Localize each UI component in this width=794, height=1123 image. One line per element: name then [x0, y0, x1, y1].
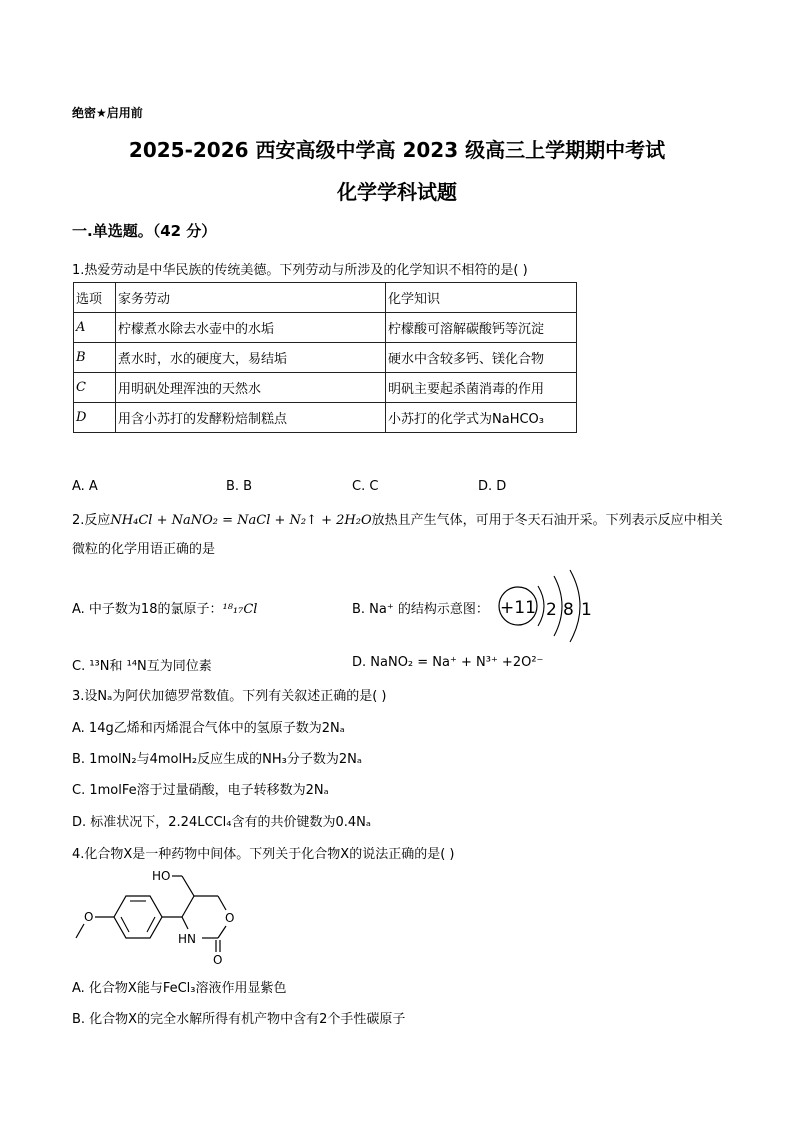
- section-heading: 一.单选题。（42 分）: [72, 222, 217, 240]
- table-cell-key: A: [74, 313, 116, 343]
- confidential-label: 绝密★启用前: [72, 106, 143, 120]
- table-row: [74, 313, 577, 343]
- bond-line: [182, 917, 188, 929]
- table-cell-key: C: [74, 373, 116, 403]
- q3-option-a[interactable]: A. 14g乙烯和丙烯混合气体中的氢原子数为2Nₐ: [72, 721, 345, 736]
- table-row: [74, 403, 577, 433]
- table-cell-labor: 煮水时，水的硬度大，易结垢: [116, 343, 386, 373]
- table-header-cell: 化学知识: [386, 283, 577, 313]
- q2-option-d[interactable]: D. NaNO₂ = Na⁺ + N³⁺ +2O²⁻: [352, 655, 544, 670]
- shell-electron-count: 1: [581, 600, 592, 620]
- bond-line: [218, 896, 226, 910]
- q1-table: [73, 282, 577, 433]
- methoxy-oxygen-label: O: [84, 910, 94, 924]
- q2-option-a-formula: ¹⁸₁₇Cl: [222, 602, 258, 617]
- carbonyl-oxygen-label: O: [213, 953, 223, 967]
- table-header-row: [74, 283, 577, 313]
- q2-option-b-label: B. Na⁺ 的结构示意图：: [352, 602, 489, 617]
- q2-stem-line1: [72, 509, 723, 528]
- table-row: [74, 343, 577, 373]
- q2-stem-line2: 微粒的化学用语正确的是: [72, 542, 216, 557]
- q3-option-c[interactable]: C. 1molFe溶于过量硝酸，电子转移数为2Nₐ: [72, 783, 329, 798]
- q1-option-d[interactable]: D. D: [478, 479, 507, 494]
- amine-label: HN: [178, 932, 196, 946]
- bond-line: [182, 896, 194, 917]
- q3-option-b[interactable]: B. 1molN₂与4molH₂反应生成的NH₃分子数为2Nₐ: [72, 752, 362, 767]
- q3-option-d[interactable]: D. 标准状况下，2.24LCCl₄含有的共价键数为0.4Nₐ: [72, 815, 371, 830]
- table-cell-knowledge: 明矾主要起杀菌消毒的作用: [386, 373, 577, 403]
- sodium-ion-structure-diagram: [494, 568, 614, 644]
- q4-option-b[interactable]: B. 化合物X的完全水解所得有机产物中含有2个手性碳原子: [72, 1012, 406, 1027]
- table-row: [74, 373, 577, 403]
- bond-line: [147, 917, 155, 932]
- shell-electron-count: 2: [546, 600, 557, 620]
- q2-option-b[interactable]: [352, 598, 489, 617]
- table-header-cell: 家务劳动: [116, 283, 386, 313]
- table-cell-knowledge: 柠檬酸可溶解碳酸钙等沉淀: [386, 313, 577, 343]
- q4-option-a[interactable]: A. 化合物X能与FeCl₃溶液作用显紫色: [72, 981, 287, 996]
- table-cell-knowledge: 硬水中含较多钙、镁化合物: [386, 343, 577, 373]
- bond-line: [121, 917, 129, 932]
- q4-stem: 4.化合物X是一种药物中间体。下列关于化合物X的说法正确的是( ): [72, 847, 455, 862]
- hydroxyl-label: HO: [152, 869, 171, 883]
- table-cell-labor: 柠檬煮水除去水壶中的水垢: [116, 313, 386, 343]
- q2-stem-suffix: 放热且产生气体，可用于冬天石油开采。下列表示反应中相关: [371, 513, 723, 528]
- q2-option-a[interactable]: [72, 598, 257, 617]
- q2-stem-prefix: 2.反应: [72, 513, 111, 528]
- nucleus-charge: +11: [500, 598, 536, 618]
- table-cell-labor: 用含小苏打的发酵粉焙制糕点: [116, 403, 386, 433]
- q2-option-a-label: A. 中子数为18的氯原子：: [72, 602, 223, 617]
- table-cell-labor: 用明矾处理浑浊的天然水: [116, 373, 386, 403]
- table-cell-key: D: [74, 403, 116, 433]
- exam-title: 2025-2026 西安高级中学高 2023 级高三上学期期中考试: [128, 138, 666, 162]
- shell-electron-count: 8: [563, 600, 574, 620]
- ring-oxygen-label: O: [225, 911, 235, 925]
- electron-shell-arc: [538, 586, 544, 626]
- bond-line: [76, 924, 84, 938]
- q1-option-a[interactable]: A. A: [72, 479, 98, 494]
- bond-line: [218, 926, 226, 938]
- q2-equation: NH₄Cl + NaNO₂ = NaCl + N₂↑ + 2H₂O: [110, 513, 372, 528]
- compound-x-structure: [70, 862, 270, 970]
- q1-stem: 1.热爱劳动是中华民族的传统美德。下列劳动与所涉及的化学知识不相符的是( ): [72, 263, 528, 278]
- q2-option-c[interactable]: C. ¹³N和 ¹⁴N互为同位素: [72, 659, 212, 674]
- exam-subtitle: 化学学科试题: [337, 180, 457, 204]
- q1-option-c[interactable]: C. C: [352, 479, 379, 494]
- bond-line: [182, 876, 194, 896]
- table-cell-key: B: [74, 343, 116, 373]
- table-header-cell: 选项: [74, 283, 116, 313]
- q3-stem: 3.设Nₐ为阿伏加德罗常数值。下列有关叙述正确的是( ): [72, 689, 387, 704]
- q1-option-b[interactable]: B. B: [226, 479, 253, 494]
- table-cell-knowledge: 小苏打的化学式为NaHCO₃: [386, 403, 577, 433]
